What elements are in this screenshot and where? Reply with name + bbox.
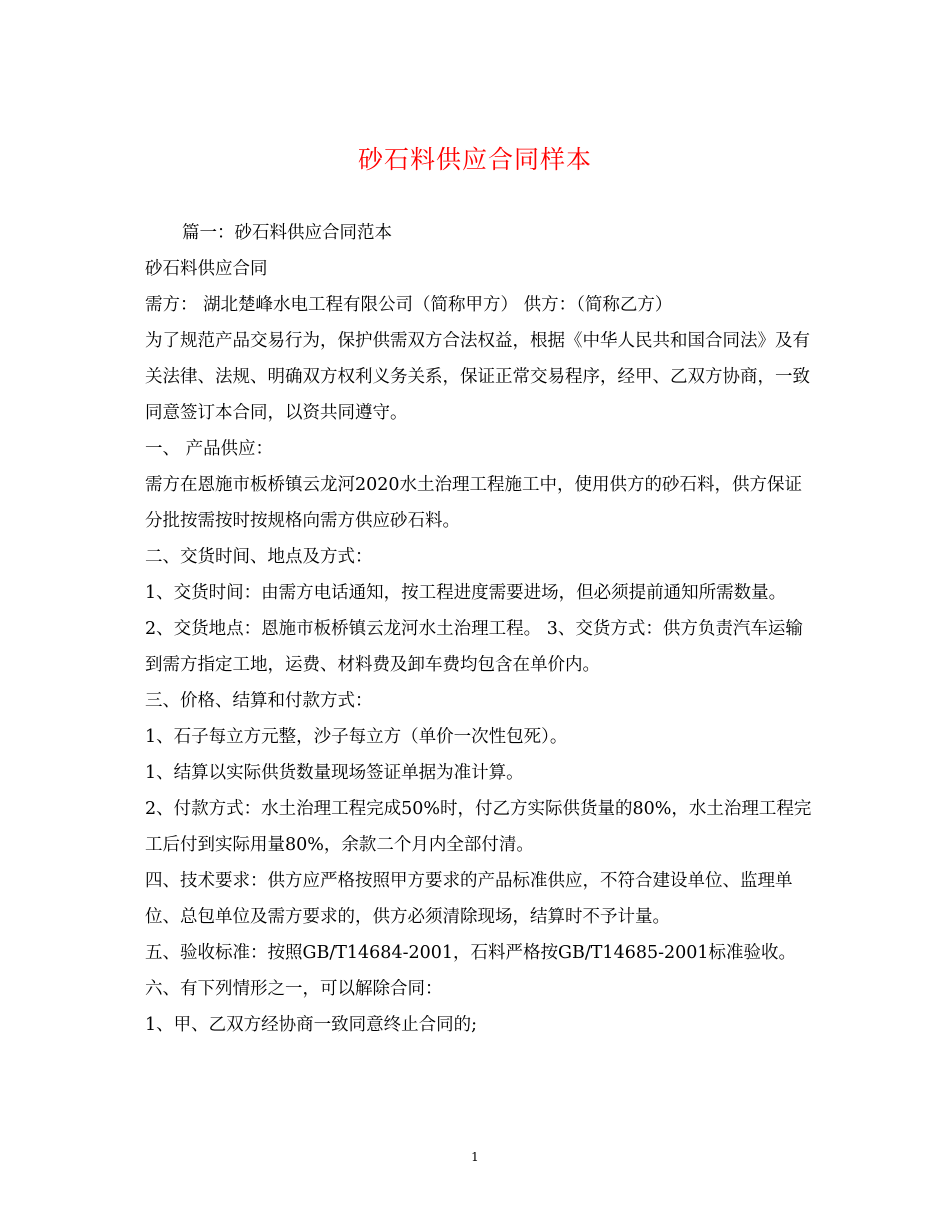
document-title: 砂石料供应合同样本 xyxy=(357,145,592,174)
clause-heading-product-supply: 一、 产品供应： xyxy=(145,439,274,459)
contract-name: 砂石料供应合同 xyxy=(145,259,268,279)
clause-termination-item-1: 1、甲、乙双方经协商一致同意终止合同的; xyxy=(145,1015,478,1035)
clause-delivery-time: 1、交货时间：由需方电话通知，按工程进度需要进场，但必须提前通知所需数量。 xyxy=(145,583,787,603)
document-body xyxy=(145,215,815,1043)
clause-heading-price-payment: 三、价格、结算和付款方式： xyxy=(145,691,373,711)
clause-technical-requirements: 四、技术要求：供方应严格按照甲方要求的产品标准供应，不符合建设单位、监理单位、总包单位及需方要求的，供方必须清除现场，结算时不予计量。 xyxy=(145,871,793,927)
section-heading-part-one: 篇一：砂石料供应合同范本 xyxy=(182,223,392,243)
clause-heading-delivery: 二、交货时间、地点及方式： xyxy=(145,547,373,567)
page-number: 1 xyxy=(471,1150,479,1164)
contract-preamble: 为了规范产品交易行为，保护供需双方合法权益，根据《中华人民共和国合同法》及有关法律、法规、明确双方权利义务关系，保证正常交易程序，经甲、乙双方协商，一致同意签订本合同，以资共同遵守。 xyxy=(145,331,810,423)
clause-price: 1、石子每立方元整，沙子每立方（单价一次性包死）。 xyxy=(145,727,568,747)
clause-heading-termination: 六、有下列情形之一，可以解除合同： xyxy=(145,979,443,999)
clause-delivery-location-method: 2、交货地点：恩施市板桥镇云龙河水土治理工程。 3、交货方式：供方负责汽车运输到需方指定工地，运费、材料费及卸车费均包含在单价内。 xyxy=(145,619,803,675)
clause-acceptance-standard: 五、验收标准：按照GB/T14684-2001，石料严格按GB/T14685-2001标准验收。 xyxy=(145,943,797,963)
clause-settlement: 1、结算以实际供货数量现场签证单据为准计算。 xyxy=(145,763,524,783)
contract-parties: 需方： 湖北楚峰水电工程有限公司（简称甲方） 供方：（简称乙方） xyxy=(145,295,673,315)
clause-product-supply: 需方在恩施市板桥镇云龙河2020水土治理工程施工中，使用供方的砂石料，供方保证分批按需按时按规格向需方供应砂石料。 xyxy=(145,475,803,531)
clause-payment-method: 2、付款方式：水土治理工程完成50%时，付乙方实际供货量的80%，水土治理工程完工后付到实际用量80%，余款二个月内全部付清。 xyxy=(145,799,812,855)
